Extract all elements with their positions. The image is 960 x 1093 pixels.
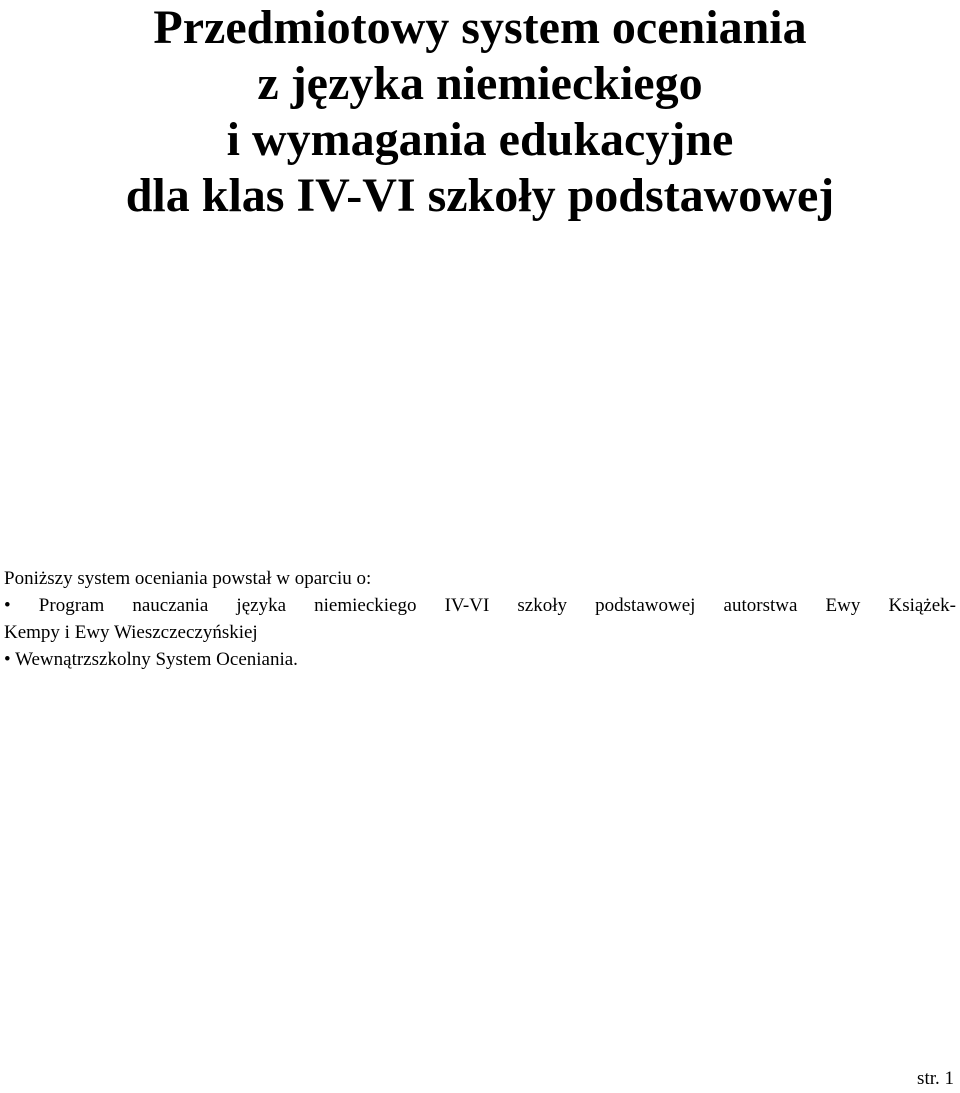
bullet-item-program (4, 592, 956, 646)
intro-text: Poniższy system oceniania powstał w oparciu o: (4, 568, 372, 589)
title-line-2: z języka niemieckiego (257, 57, 703, 110)
bullet-item-program-text-1: Program nauczania języka niemieckiego IV-VI szkoły podstawowej autorstwa Ewy Książek- (38, 595, 956, 616)
page-number: str. 1 (917, 1068, 954, 1089)
title-line-4: dla klas IV-VI szkoły podstawowej (125, 169, 835, 222)
bullet-item-wso-text: Wewnątrzszkolny System Oceniania. (15, 649, 298, 670)
bullet-item-wso (4, 646, 956, 673)
bullet-icon: • (4, 649, 11, 670)
bullet-item-program-line-1 (4, 592, 956, 619)
bullet-icon: • (4, 595, 11, 616)
title-line-1: Przedmiotowy system oceniania (153, 1, 807, 54)
document-title (0, 0, 960, 224)
intro-section (4, 565, 956, 673)
title-line-3: i wymagania edukacyjne (226, 113, 734, 166)
bullet-item-program-line-2: Kempy i Ewy Wieszczeczyńskiej (4, 622, 258, 643)
bullet-item-wso-line-1 (4, 646, 956, 673)
